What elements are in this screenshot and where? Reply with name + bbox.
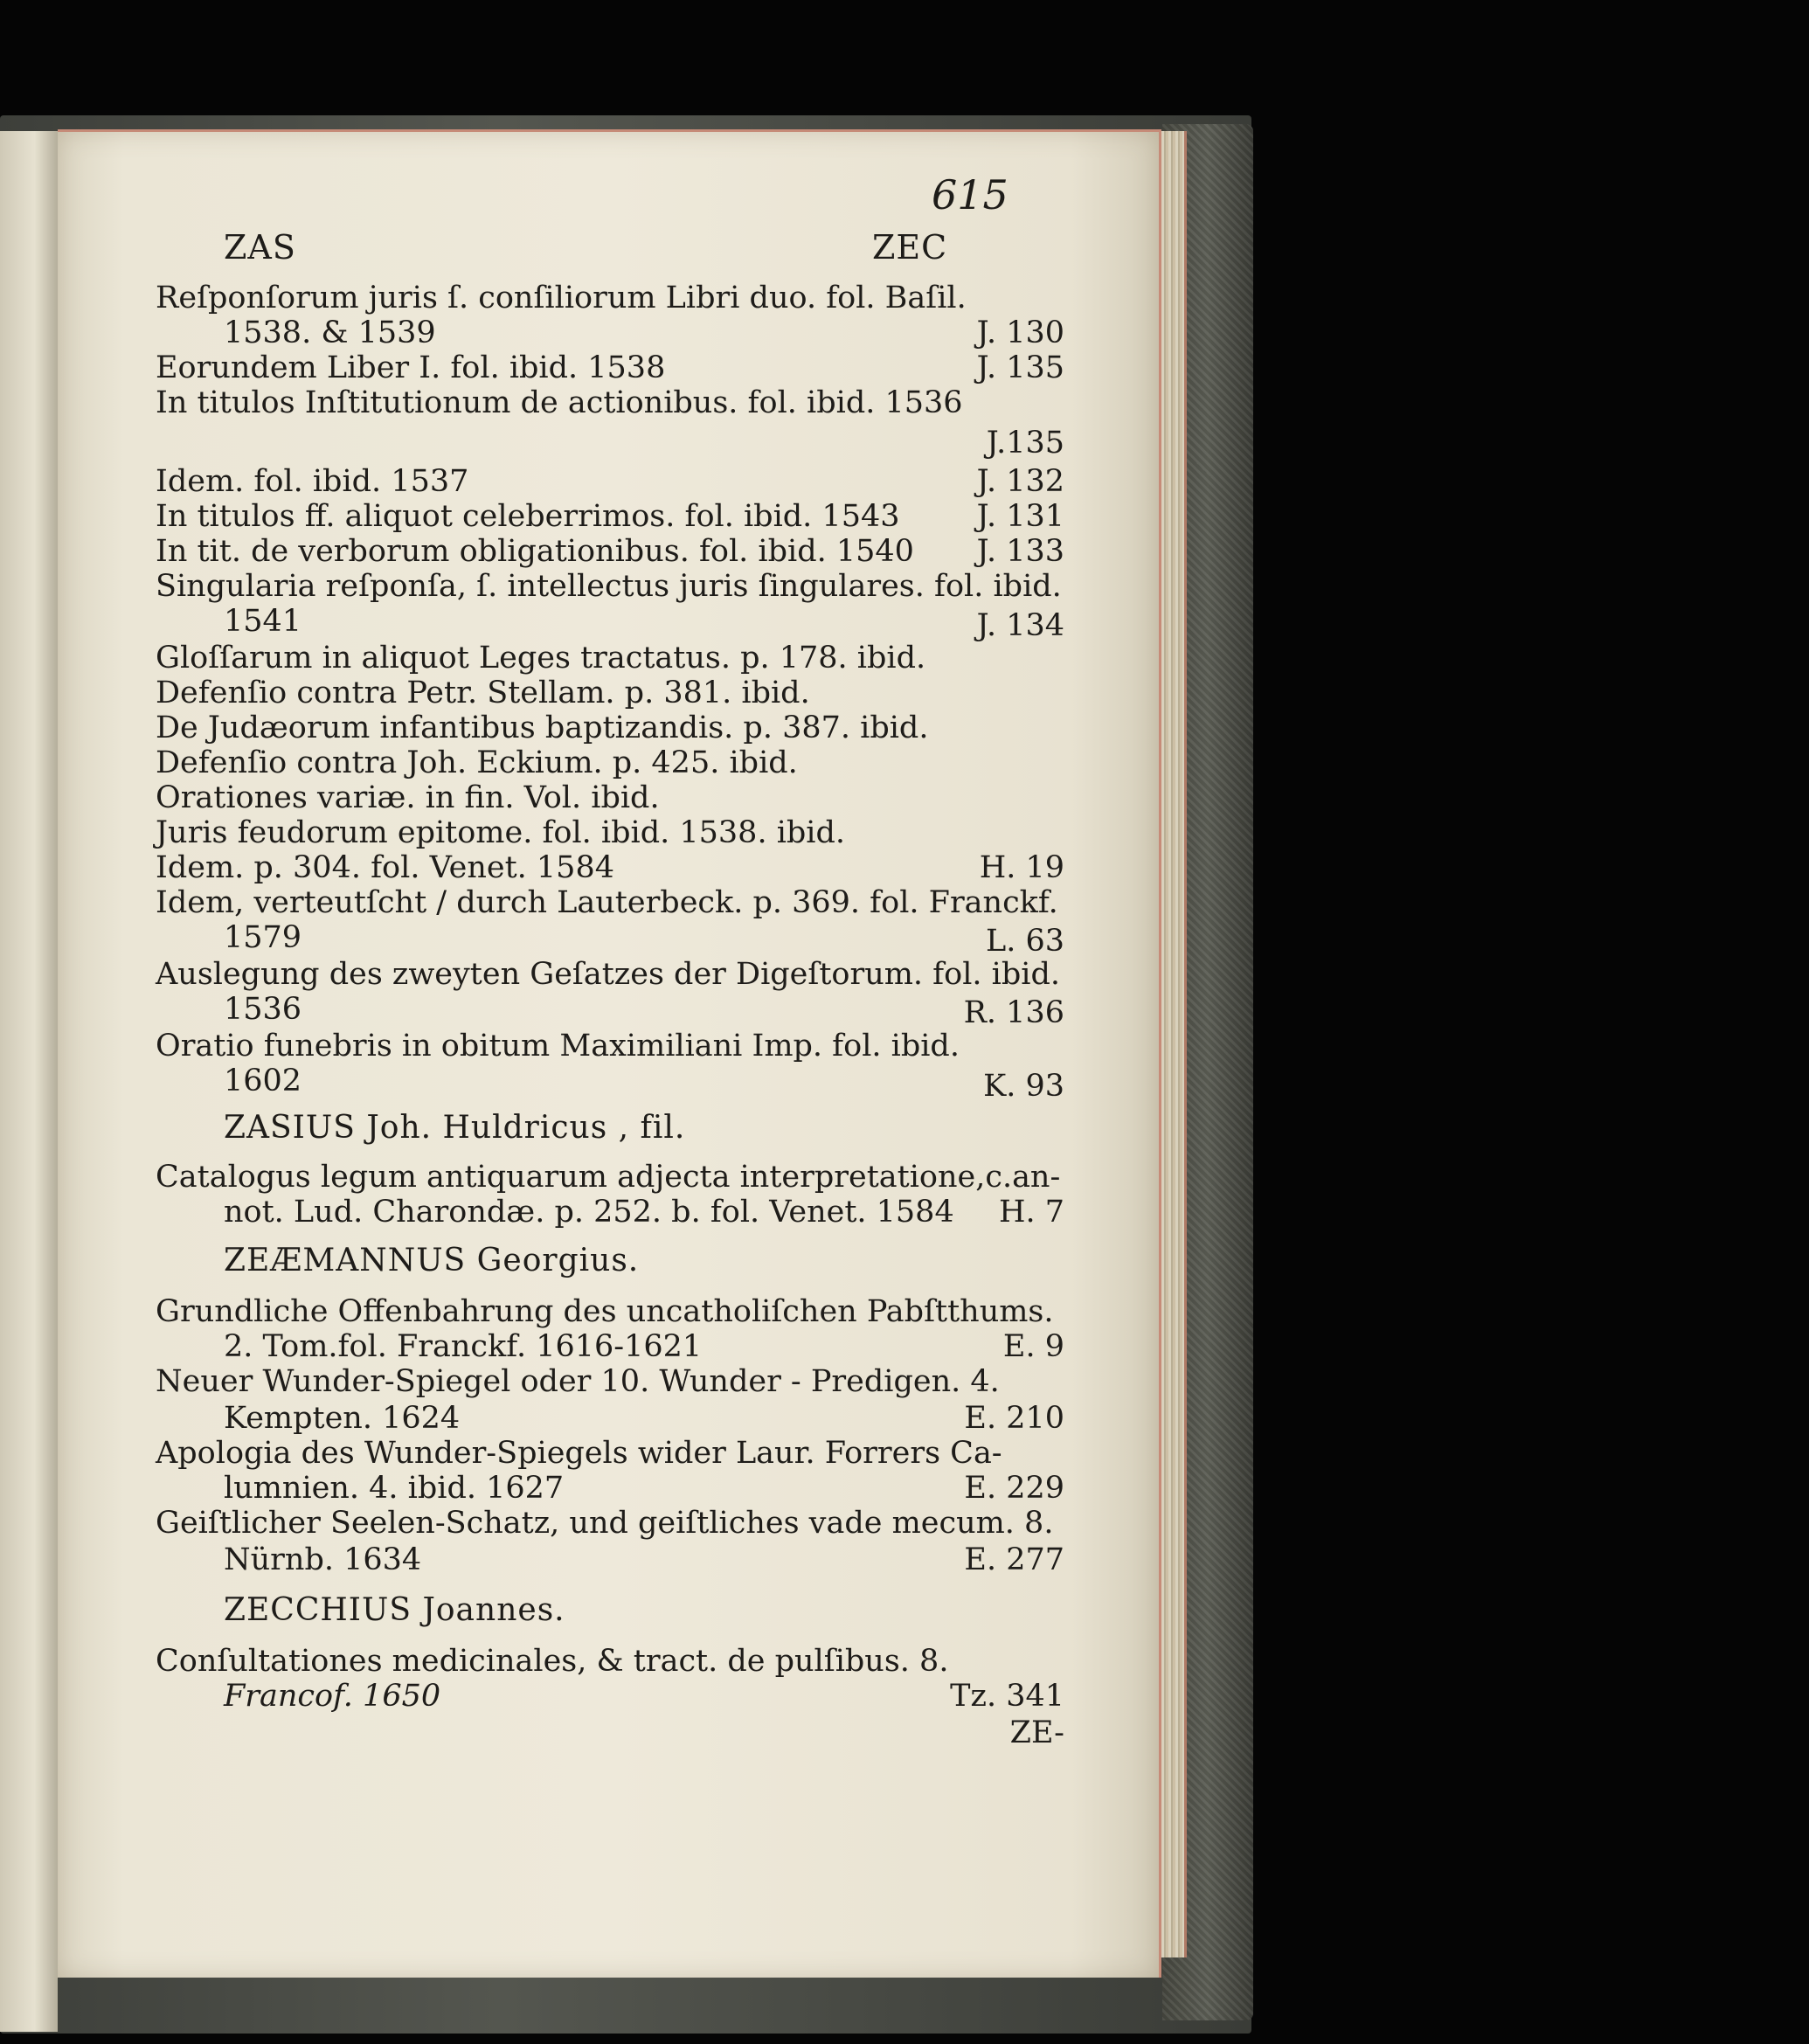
shelf-ref: R. 136 — [963, 995, 1064, 1030]
facing-page-edge — [0, 131, 58, 2032]
shelf-ref: J. 131 — [976, 499, 1064, 534]
shelf-ref: E. 210 — [964, 1401, 1064, 1436]
entry-line: Eorundem Liber I. fol. ibid. 1538 — [156, 350, 666, 385]
entry-line: Defenſio contra Petr. Stellam. p. 381. ibid. — [156, 676, 810, 710]
catchword: ZE- — [1009, 1715, 1064, 1750]
entry-line: Kempten. 1624 — [224, 1401, 461, 1436]
entry-line: not. Lud. Charondæ. p. 252. b. fol. Venet. 1584 — [224, 1195, 954, 1230]
entry-line: Catalogus legum antiquarum adjecta interpretatione,c.an- — [156, 1160, 1061, 1195]
entry-line: 2. Tom.fol. Franckf. 1616-1621 — [224, 1329, 703, 1364]
page-number: 615 — [932, 171, 1008, 218]
entry-line: Oratio funebris in obitum Maximiliani Imp. fol. ibid. — [156, 1029, 960, 1064]
entry-line: Defenſio contra Joh. Eckium. p. 425. ibid. — [156, 745, 798, 780]
entry-line: 1602 — [224, 1064, 302, 1098]
running-head-left: ZAS — [224, 228, 296, 267]
entry-line: Auslegung des zweyten Geſatzes der Digeſtorum. fol. ibid. — [156, 957, 1060, 992]
entry-line: 1536 — [224, 992, 302, 1027]
entry-line: Idem. fol. ibid. 1537 — [156, 464, 469, 499]
entry-line: Reſponſorum juris ſ. conſiliorum Libri duo. fol. Baſil. — [156, 281, 967, 315]
entry-line: Conſultationes medicinales, & tract. de pulſibus. 8. — [156, 1644, 949, 1679]
entry-line: Grundliche Offenbahrung des uncatholiſchen Pabſtthums. — [156, 1294, 1054, 1329]
author-heading: ZEÆMANNUS Georgius. — [224, 1243, 640, 1278]
entry-line: lumnien. 4. ibid. 1627 — [224, 1471, 565, 1506]
entry-line: Juris feudorum epitome. fol. ibid. 1538. ibid. — [156, 815, 846, 850]
running-head-right: ZEC — [872, 228, 948, 267]
entry-line: Singularia reſponſa, ſ. intellectus juris ſingulares. fol. ibid. — [156, 569, 1062, 604]
entry-line: Gloſſarum in aliquot Leges tractatus. p. 178. ibid. — [156, 641, 926, 676]
shelf-ref: L. 63 — [985, 924, 1064, 959]
shelf-ref: J.135 — [986, 426, 1064, 461]
entry-line: De Judæorum infantibus baptizandis. p. 387. ibid. — [156, 710, 929, 745]
author-heading: ZASIUS Joh. Huldricus , fil. — [224, 1110, 686, 1146]
shelf-ref: H. 7 — [998, 1195, 1064, 1230]
entry-line: In tit. de verborum obligationibus. fol. ibid. 1540 — [156, 534, 914, 569]
shelf-ref: J. 132 — [976, 464, 1064, 499]
shelf-ref: E. 229 — [964, 1471, 1064, 1506]
entry-line: Francof. 1650 — [224, 1679, 441, 1714]
shelf-ref: E. 9 — [1002, 1329, 1064, 1364]
entry-line: Idem, verteutſcht / durch Lauterbeck. p. 369. fol. Franckf. — [156, 885, 1058, 920]
shelf-ref: Tz. 341 — [950, 1679, 1064, 1714]
entry-line: Idem. p. 304. fol. Venet. 1584 — [156, 850, 614, 885]
entry-line: Neuer Wunder-Spiegel oder 10. Wunder - Predigen. 4. — [156, 1364, 1000, 1399]
author-heading: ZECCHIUS Joannes. — [224, 1592, 565, 1628]
entry-line: 1541 — [224, 604, 302, 639]
entry-line: 1538. & 1539 — [224, 315, 436, 350]
shelf-ref: J. 130 — [976, 315, 1064, 350]
book-page — [58, 129, 1161, 1978]
entry-line: Apologia des Wunder-Spiegels wider Laur. Forrers Ca- — [156, 1436, 1002, 1471]
entry-line: In titulos Inſtitutionum de actionibus. fol. ibid. 1536 — [156, 385, 963, 420]
shelf-ref: J. 133 — [976, 534, 1064, 569]
shelf-ref: K. 93 — [983, 1069, 1064, 1104]
entry-line: Geiſtlicher Seelen-Schatz, und geiſtliches vade mecum. 8. — [156, 1506, 1054, 1541]
shelf-ref: J. 135 — [976, 350, 1064, 385]
shelf-ref: E. 277 — [964, 1542, 1064, 1577]
shelf-ref: J. 134 — [976, 608, 1064, 643]
entry-line: Orationes variæ. in fin. Vol. ibid. — [156, 780, 660, 815]
entry-line: 1579 — [224, 920, 302, 955]
entry-line: Nürnb. 1634 — [224, 1542, 422, 1577]
shelf-ref: H. 19 — [979, 850, 1064, 885]
entry-line: In titulos ff. aliquot celeberrimos. fol. ibid. 1543 — [156, 499, 900, 534]
